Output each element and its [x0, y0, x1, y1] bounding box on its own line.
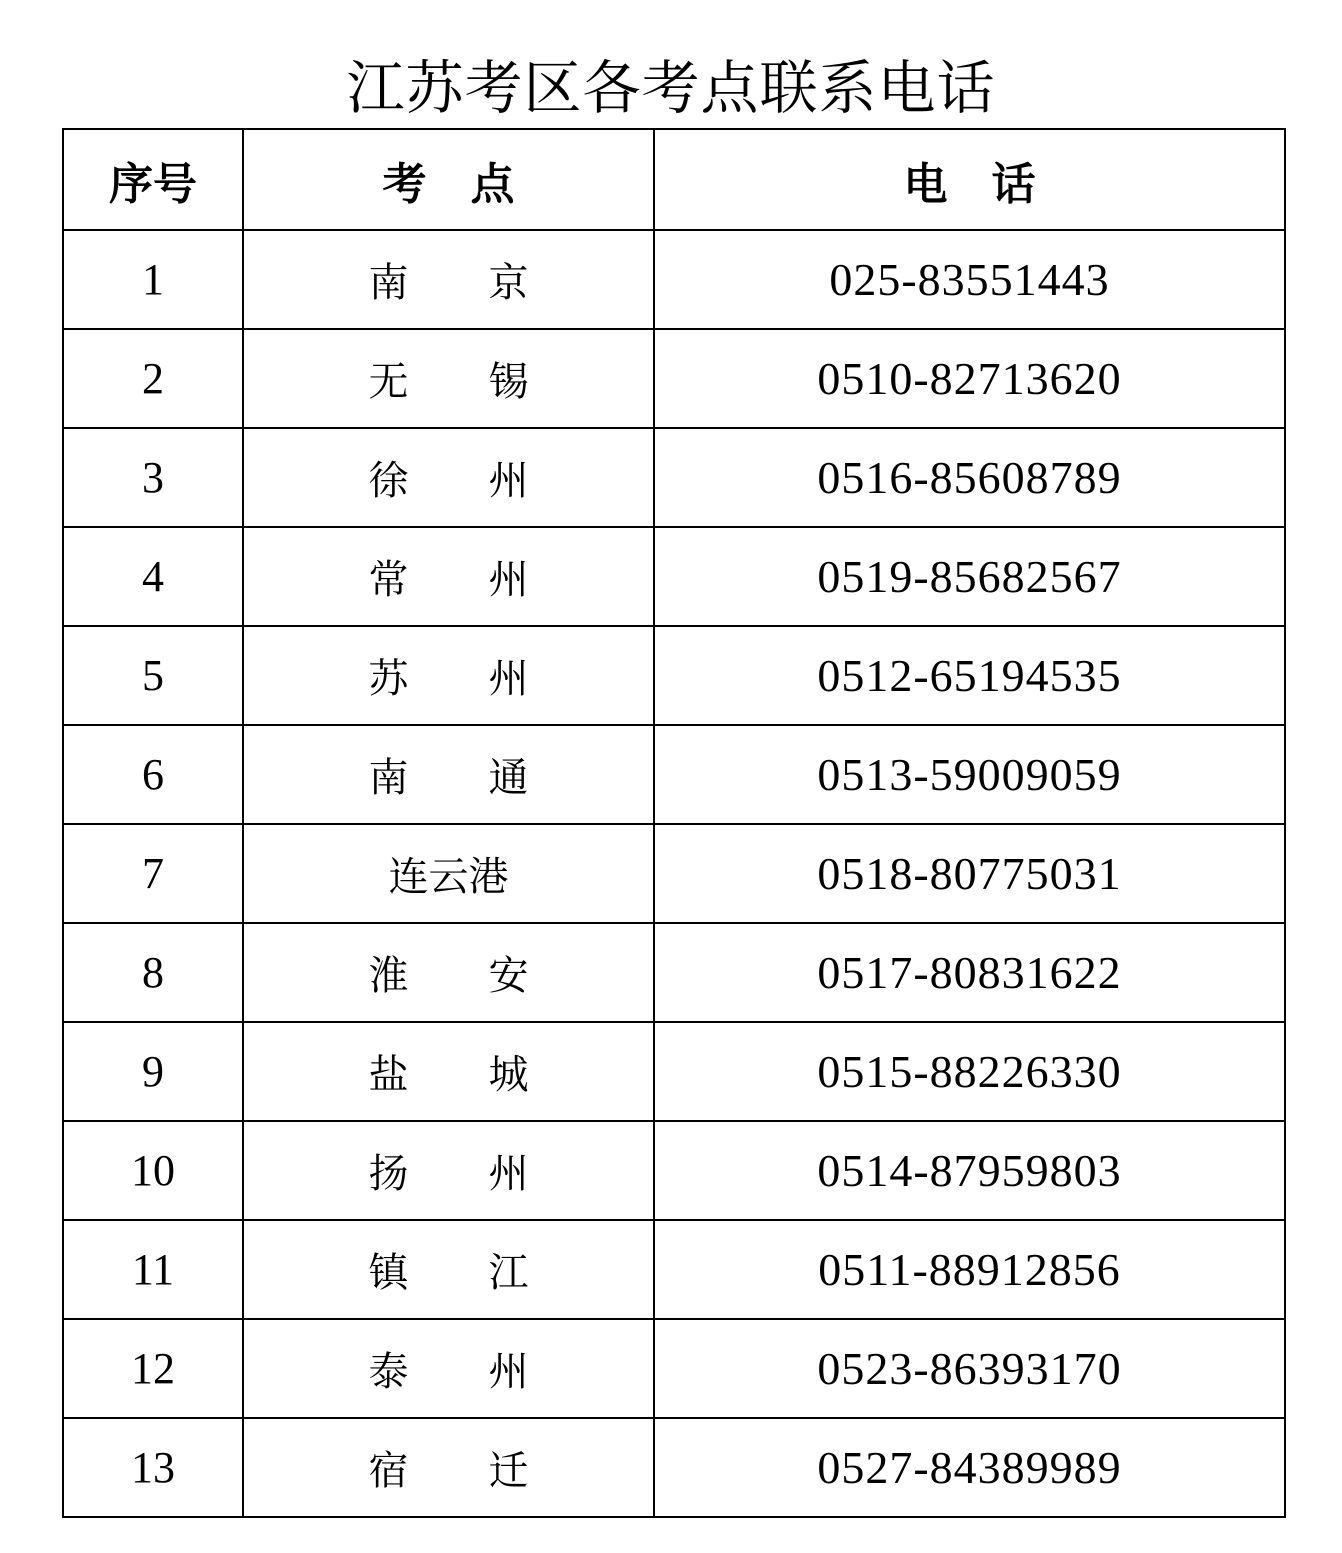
row-phone: 0517-80831622: [654, 923, 1285, 1022]
row-phone: 0519-85682567: [654, 527, 1285, 626]
row-number: 4: [63, 527, 243, 626]
row-number: 3: [63, 428, 243, 527]
row-number: 6: [63, 725, 243, 824]
table-row: [63, 428, 1285, 527]
table-row: [63, 1418, 1285, 1517]
row-site: 宿 迁: [243, 1418, 654, 1517]
row-number: 10: [63, 1121, 243, 1220]
row-site: 镇 江: [243, 1220, 654, 1319]
row-number: 13: [63, 1418, 243, 1517]
header-phone: 电 话: [654, 129, 1285, 230]
table-row: [63, 923, 1285, 1022]
row-site: 徐 州: [243, 428, 654, 527]
table-row: [63, 230, 1285, 329]
row-number: 1: [63, 230, 243, 329]
row-number: 8: [63, 923, 243, 1022]
table-row: [63, 1220, 1285, 1319]
contact-table: [62, 128, 1286, 1518]
row-number: 11: [63, 1220, 243, 1319]
row-site: 连云港: [243, 824, 654, 923]
row-phone: 0513-59009059: [654, 725, 1285, 824]
row-phone: 0512-65194535: [654, 626, 1285, 725]
row-phone: 0518-80775031: [654, 824, 1285, 923]
table-row: [63, 1022, 1285, 1121]
row-site: 扬 州: [243, 1121, 654, 1220]
row-phone: 0516-85608789: [654, 428, 1285, 527]
row-number: 2: [63, 329, 243, 428]
row-site: 盐 城: [243, 1022, 654, 1121]
table-row: [63, 626, 1285, 725]
row-phone: 0527-84389989: [654, 1418, 1285, 1517]
table-row: [63, 725, 1285, 824]
table-row: [63, 824, 1285, 923]
header-site: 考 点: [243, 129, 654, 230]
row-phone: 0511-88912856: [654, 1220, 1285, 1319]
row-number: 5: [63, 626, 243, 725]
header-number: 序号: [63, 129, 243, 230]
table-row: [63, 329, 1285, 428]
row-site: 无 锡: [243, 329, 654, 428]
table-row: [63, 1319, 1285, 1418]
row-phone: 0523-86393170: [654, 1319, 1285, 1418]
row-site: 淮 安: [243, 923, 654, 1022]
table-header-row: [63, 129, 1285, 230]
row-phone: 0515-88226330: [654, 1022, 1285, 1121]
row-number: 9: [63, 1022, 243, 1121]
row-number: 7: [63, 824, 243, 923]
row-phone: 0510-82713620: [654, 329, 1285, 428]
row-site: 苏 州: [243, 626, 654, 725]
row-site: 南 京: [243, 230, 654, 329]
row-phone: 025-83551443: [654, 230, 1285, 329]
row-site: 南 通: [243, 725, 654, 824]
row-phone: 0514-87959803: [654, 1121, 1285, 1220]
row-site: 泰 州: [243, 1319, 654, 1418]
page-title: 江苏考区各考点联系电话: [346, 54, 996, 122]
table-row: [63, 527, 1285, 626]
row-site: 常 州: [243, 527, 654, 626]
table-row: [63, 1121, 1285, 1220]
row-number: 12: [63, 1319, 243, 1418]
